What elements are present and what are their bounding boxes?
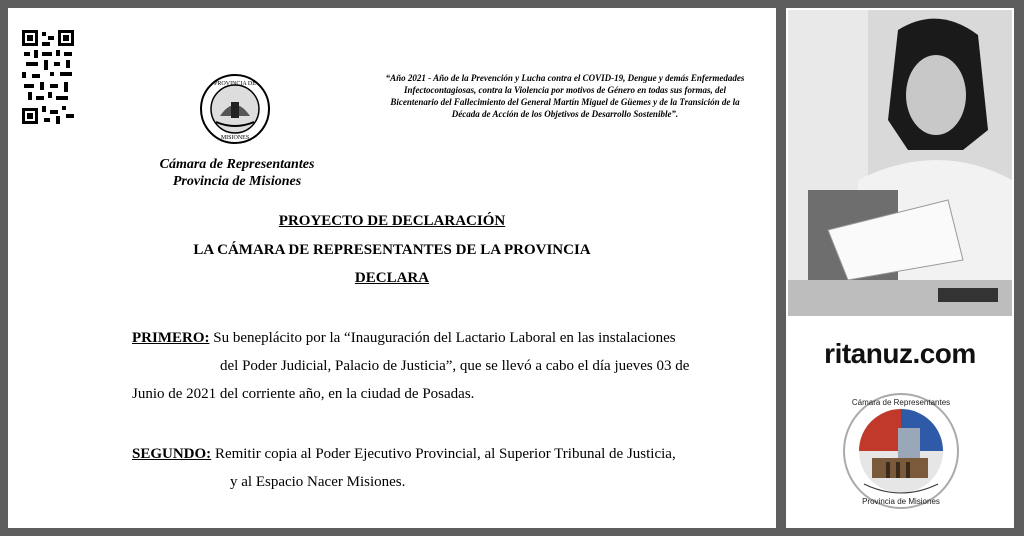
- article-segundo: [132, 440, 762, 496]
- primero-line-2: del Poder Judicial, Palacio de Justicia”, que se llevó a cabo el día jueves 03 de: [220, 358, 690, 374]
- year-motto: “Año 2021 - Año de la Prevención y Lucha contra el COVID-19, Dengue y demás Enfermedades Infectocontagiosas, contra la Violencia por motivos de Género en todas sus formas, del Bicentenario del Fallecimiento del General Martín Miguel de Güemes y de la Transición de la Década de Acción de los Objetivos de Desarrollo Sostenible”.: [385, 73, 745, 119]
- sidebar-panel: [786, 8, 1014, 528]
- org-line-1: Cámara de Representantes: [159, 157, 315, 172]
- heading-camara: LA CÁMARA DE REPRESENTANTES DE LA PROVINCIA: [193, 242, 591, 258]
- segundo-label: SEGUNDO:: [132, 446, 212, 462]
- segundo-line-2: y al Espacio Nacer Misiones.: [230, 474, 406, 490]
- seal-bottom-text: MISIONES: [220, 135, 250, 141]
- primero-line-3: Junio de 2021 del corriente año, en la ciudad de Posadas.: [132, 386, 475, 402]
- org-line-2: Provincia de Misiones: [172, 174, 302, 189]
- heading-proyecto-text: PROYECTO DE DECLARACIÓN: [278, 213, 506, 229]
- logo-top-text: Cámara de Representantes: [851, 398, 951, 407]
- heading-proyecto: [8, 213, 776, 230]
- province-seal-icon: [198, 72, 272, 146]
- organization-name: [142, 156, 332, 190]
- seal-top-text: PROVINCIA DE: [214, 81, 256, 87]
- chamber-logo-icon: [842, 392, 960, 510]
- article-primero: [132, 324, 762, 408]
- segundo-line-1: Remitir copia al Poder Ejecutivo Provincial, al Superior Tribunal de Justicia,: [214, 446, 676, 462]
- primero-label: PRIMERO:: [132, 330, 210, 346]
- document-page: [8, 8, 776, 528]
- heading-declara-text: DECLARA: [354, 270, 430, 286]
- author-photo: [788, 10, 1012, 316]
- heading-declara: [8, 270, 776, 287]
- primero-line-1: Su beneplácito por la “Inauguración del Lactario Laboral en las instalaciones: [213, 330, 676, 346]
- qr-code[interactable]: [20, 28, 76, 126]
- website-name[interactable]: ritanuz.com: [824, 338, 976, 369]
- logo-bottom-text: Provincia de Misiones: [862, 497, 940, 506]
